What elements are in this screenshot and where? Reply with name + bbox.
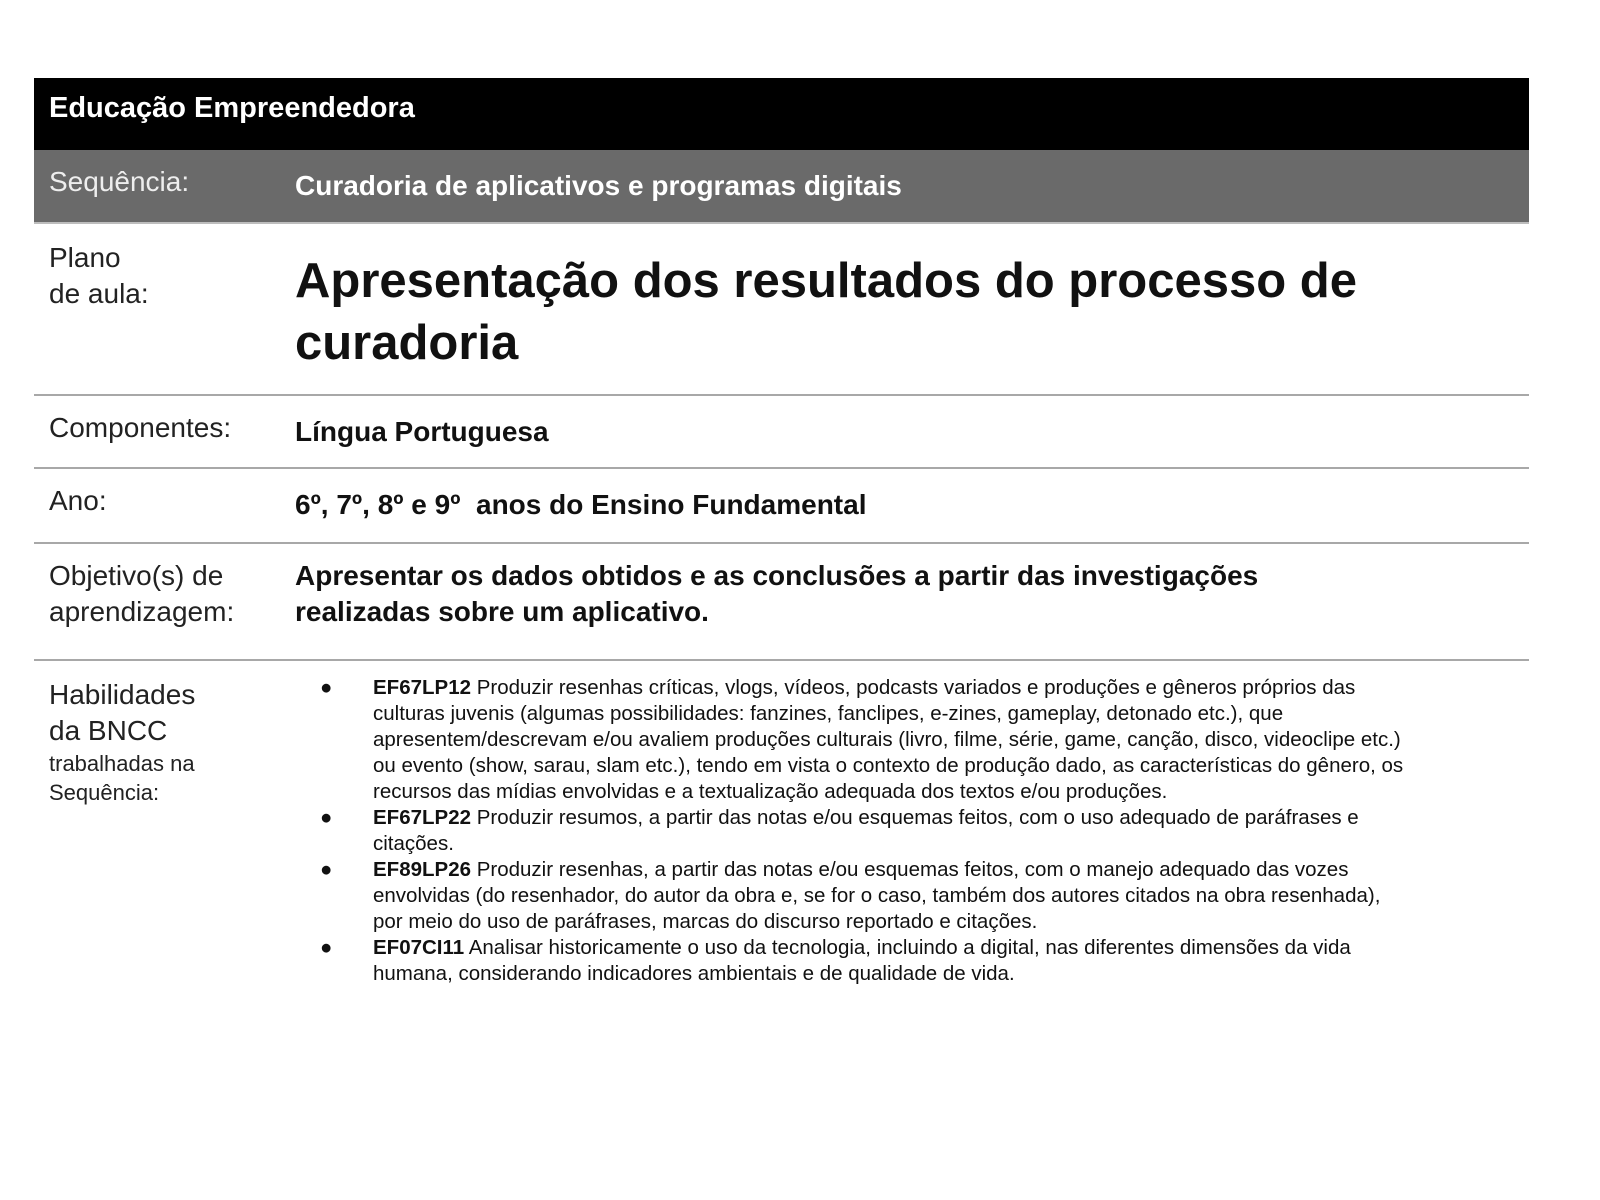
row-objetivos [34,544,1529,661]
plano-title-line: Apresentação dos resultados do processo de [295,254,1357,308]
skill-text-line: citações. [373,832,454,855]
skill-item [320,805,1520,857]
skill-text-line: Produzir resenhas, a partir das notas e/ou esquemas feitos, com o manejo adequado das vozes [471,858,1349,881]
objetivos-value [295,558,1258,630]
skill-code: EF07CI11 [373,936,465,959]
skill-code: EF67LP12 [373,676,471,699]
header-title: Educação Empreendedora [34,78,1529,150]
bullet-icon: ● [320,936,333,959]
objetivos-value-line: Apresentar os dados obtidos e as conclusões a partir das investigações [295,560,1259,591]
habilidades-sub-line: Sequência: [49,780,160,805]
habilidades-label-line: da BNCC [49,715,168,746]
skill-text-line: envolvidas (do resenhador, do autor da obra e, se for o caso, também dos autores citados na obra resenhada), [373,884,1381,907]
habilidades-sub-line: trabalhadas na [49,751,195,776]
skill-text-line: apresentem/descrevam e/ou avaliem produções culturais (livro, filme, série, game, canção, disco, videoclipe etc.) [373,728,1401,751]
row-componentes [34,396,1529,469]
skill-text-line: por meio do uso de paráfrases, marcas do discurso reportado e citações. [373,910,1038,933]
sequencia-label: Sequência: [49,166,190,197]
habilidades-label-line: Habilidades [49,679,196,710]
skill-text-line: ou evento (show, sarau, slam etc.), tendo em vista o contexto de produção dado, as características do gênero, os [373,754,1404,777]
objetivos-value-line: realizadas sobre um aplicativo. [295,596,709,627]
plano-title-line: curadoria [295,316,519,370]
plano-label-line: de aula: [49,278,149,309]
skill-code: EF89LP26 [373,858,471,881]
skill-item [320,857,1520,935]
ano-label: Ano: [49,485,107,516]
lesson-plan-table [34,78,1529,1021]
objetivos-label-line: Objetivo(s) de [49,560,224,591]
plano-title [295,250,1357,374]
bullet-icon: ● [320,806,333,829]
skill-code: EF67LP22 [373,806,471,829]
skill-text-line: Produzir resumos, a partir das notas e/ou esquemas feitos, com o uso adequado de paráfrases e [471,806,1359,829]
objetivos-label-line: aprendizagem: [49,596,235,627]
habilidades-label [49,677,195,807]
skill-text-line: Produzir resenhas críticas, vlogs, vídeos, podcasts variados e produções e gêneros próprios das [471,676,1356,699]
skill-text-line: Analisar historicamente o uso da tecnologia, incluindo a digital, nas diferentes dimensões da vida [464,936,1351,959]
skill-text-line: culturas juvenis (algumas possibilidades: fanzines, fanclipes, e-zines, gameplay, detonado etc.), que [373,702,1284,725]
bullet-icon: ● [320,676,333,699]
skill-item [320,935,1520,987]
skill-item [320,675,1520,805]
ano-value: 6º, 7º, 8º e 9º anos do Ensino Fundamental [295,489,867,520]
objetivos-label [49,558,234,630]
row-sequencia [34,150,1529,224]
skill-text-line: recursos das mídias envolvidas e a textualização adequada dos textos e/ou produções. [373,780,1168,803]
skill-text-line: humana, considerando indicadores ambientais e de qualidade de vida. [373,962,1015,985]
plano-label [49,240,149,312]
componentes-value: Língua Portuguesa [295,416,549,447]
componentes-label: Componentes: [49,412,232,443]
row-ano [34,469,1529,544]
sequencia-value: Curadoria de aplicativos e programas digitais [295,170,902,201]
row-plano [34,224,1529,396]
plano-label-line: Plano [49,242,121,273]
skills-list [320,675,1520,987]
row-habilidades [34,661,1529,1021]
bullet-icon: ● [320,858,333,881]
